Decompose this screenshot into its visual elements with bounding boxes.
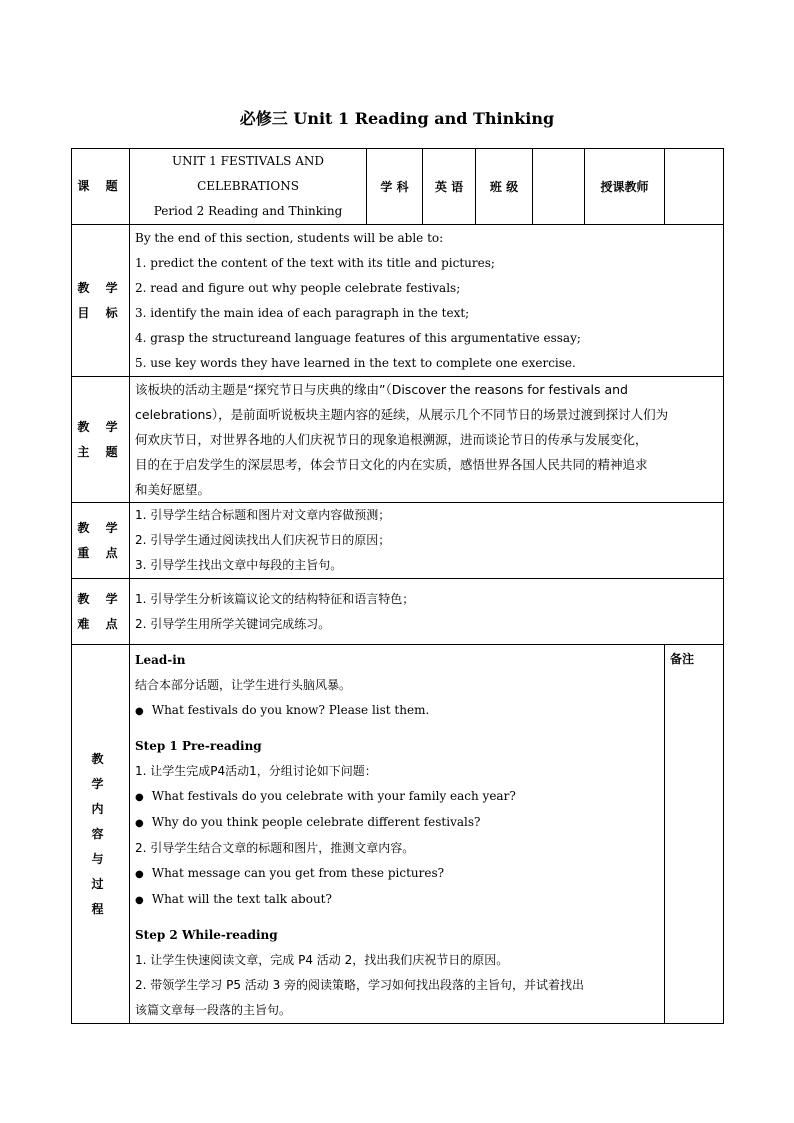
objectives-content: By the end of this section, students will be able to: 1. predict the content of the text with its title and pictures; 2. read and figure out why people celebrate festivals; 3. identify the main idea of each paragraph in the text; 4. grasp the structureand language features of this argumentative essay; 5. use key words they have learned in the text to complete one exercise.: [130, 225, 724, 377]
lesson-plan-table: [71, 148, 724, 1024]
key-points-row: [72, 503, 724, 579]
step1-text-1: 1. 让学生完成P4活动1，分组讨论如下问题：: [135, 764, 377, 778]
page-title: 必修三 Unit 1 Reading and Thinking: [239, 109, 555, 128]
step1-text-2: 2. 引导学生结合文章的标题和图片，推测文章内容。: [135, 841, 415, 855]
objectives-row: [72, 225, 724, 377]
leadin-bullet: ● What festivals do you know? Please list them.: [135, 698, 659, 724]
class-value: [533, 149, 585, 225]
process-content: [130, 645, 665, 1024]
process-label: 教 学 内 容 与 过 程: [72, 645, 130, 1024]
difficulties-content: 1. 引导学生分析该篇议论文的结构特征和语言特色； 2. 引导学生用所学关键词完成练习。: [130, 579, 724, 645]
theme-label: 教 学 主 题: [72, 377, 130, 503]
course-label: 课 题: [72, 149, 130, 225]
step1-bullet-4: ● What will the text talk about?: [135, 887, 659, 913]
subject-label: 学 科: [367, 149, 423, 225]
theme-row: [72, 377, 724, 503]
step1-bullet-3: ● What message can you get from these pictures?: [135, 861, 659, 887]
leadin-text: 结合本部分话题，让学生进行头脑风暴。: [135, 678, 352, 692]
difficulties-row: [72, 579, 724, 645]
step1-bullet-1: ● What festivals do you celebrate with your family each year?: [135, 784, 659, 810]
subject-value: 英 语: [423, 149, 476, 225]
header-row: [72, 149, 724, 225]
process-row: [72, 645, 724, 1024]
difficulties-label: 教 学 难 点: [72, 579, 130, 645]
key-points-content: 1. 引导学生结合标题和图片对文章内容做预测； 2. 引导学生通过阅读找出人们庆祝节日的原因； 3. 引导学生找出文章中每段的主旨句。: [130, 503, 724, 579]
step2-text-3: 该篇文章每一段落的主旨句。: [135, 1003, 292, 1017]
remark-label: 备注: [665, 645, 724, 1024]
step2-text-2: 2. 带领学生学习 P5 活动 3 旁的阅读策略，学习如何找出段落的主旨句，并试着找出: [135, 978, 585, 992]
leadin-heading: Lead-in: [135, 653, 186, 667]
teacher-value: [665, 149, 724, 225]
key-points-label: 教 学 重 点: [72, 503, 130, 579]
step1-heading: Step 1 Pre-reading: [135, 739, 262, 753]
teacher-label: 授课教师: [585, 149, 665, 225]
theme-content: 该板块的活动主题是“探究节日与庆典的缘由”（Discover the reasons for festivals and celebrations），是前面听说板块主题内容的延续，从展示几个不同节日的场景过渡到探讨人们为 何欢庆节日，对世界各地的人们庆祝节日的现象追根溯源，进而谈论节日的传承与发展变化， 目的在于启发学生的深层思考，体会节日文化的内在实质，感悟世界各国人民共同的精神追求 和美好愿望。: [130, 377, 724, 503]
objectives-label: 教 学 目 标: [72, 225, 130, 377]
course-name: UNIT 1 FESTIVALS AND CELEBRATIONS Period 2 Reading and Thinking: [130, 149, 367, 225]
step2-heading: Step 2 While-reading: [135, 928, 278, 942]
step2-text-1: 1. 让学生快速阅读文章，完成 P4 活动 2，找出我们庆祝节日的原因。: [135, 953, 509, 967]
step1-bullet-2: ● Why do you think people celebrate different festivals?: [135, 810, 659, 836]
class-label: 班 级: [476, 149, 533, 225]
